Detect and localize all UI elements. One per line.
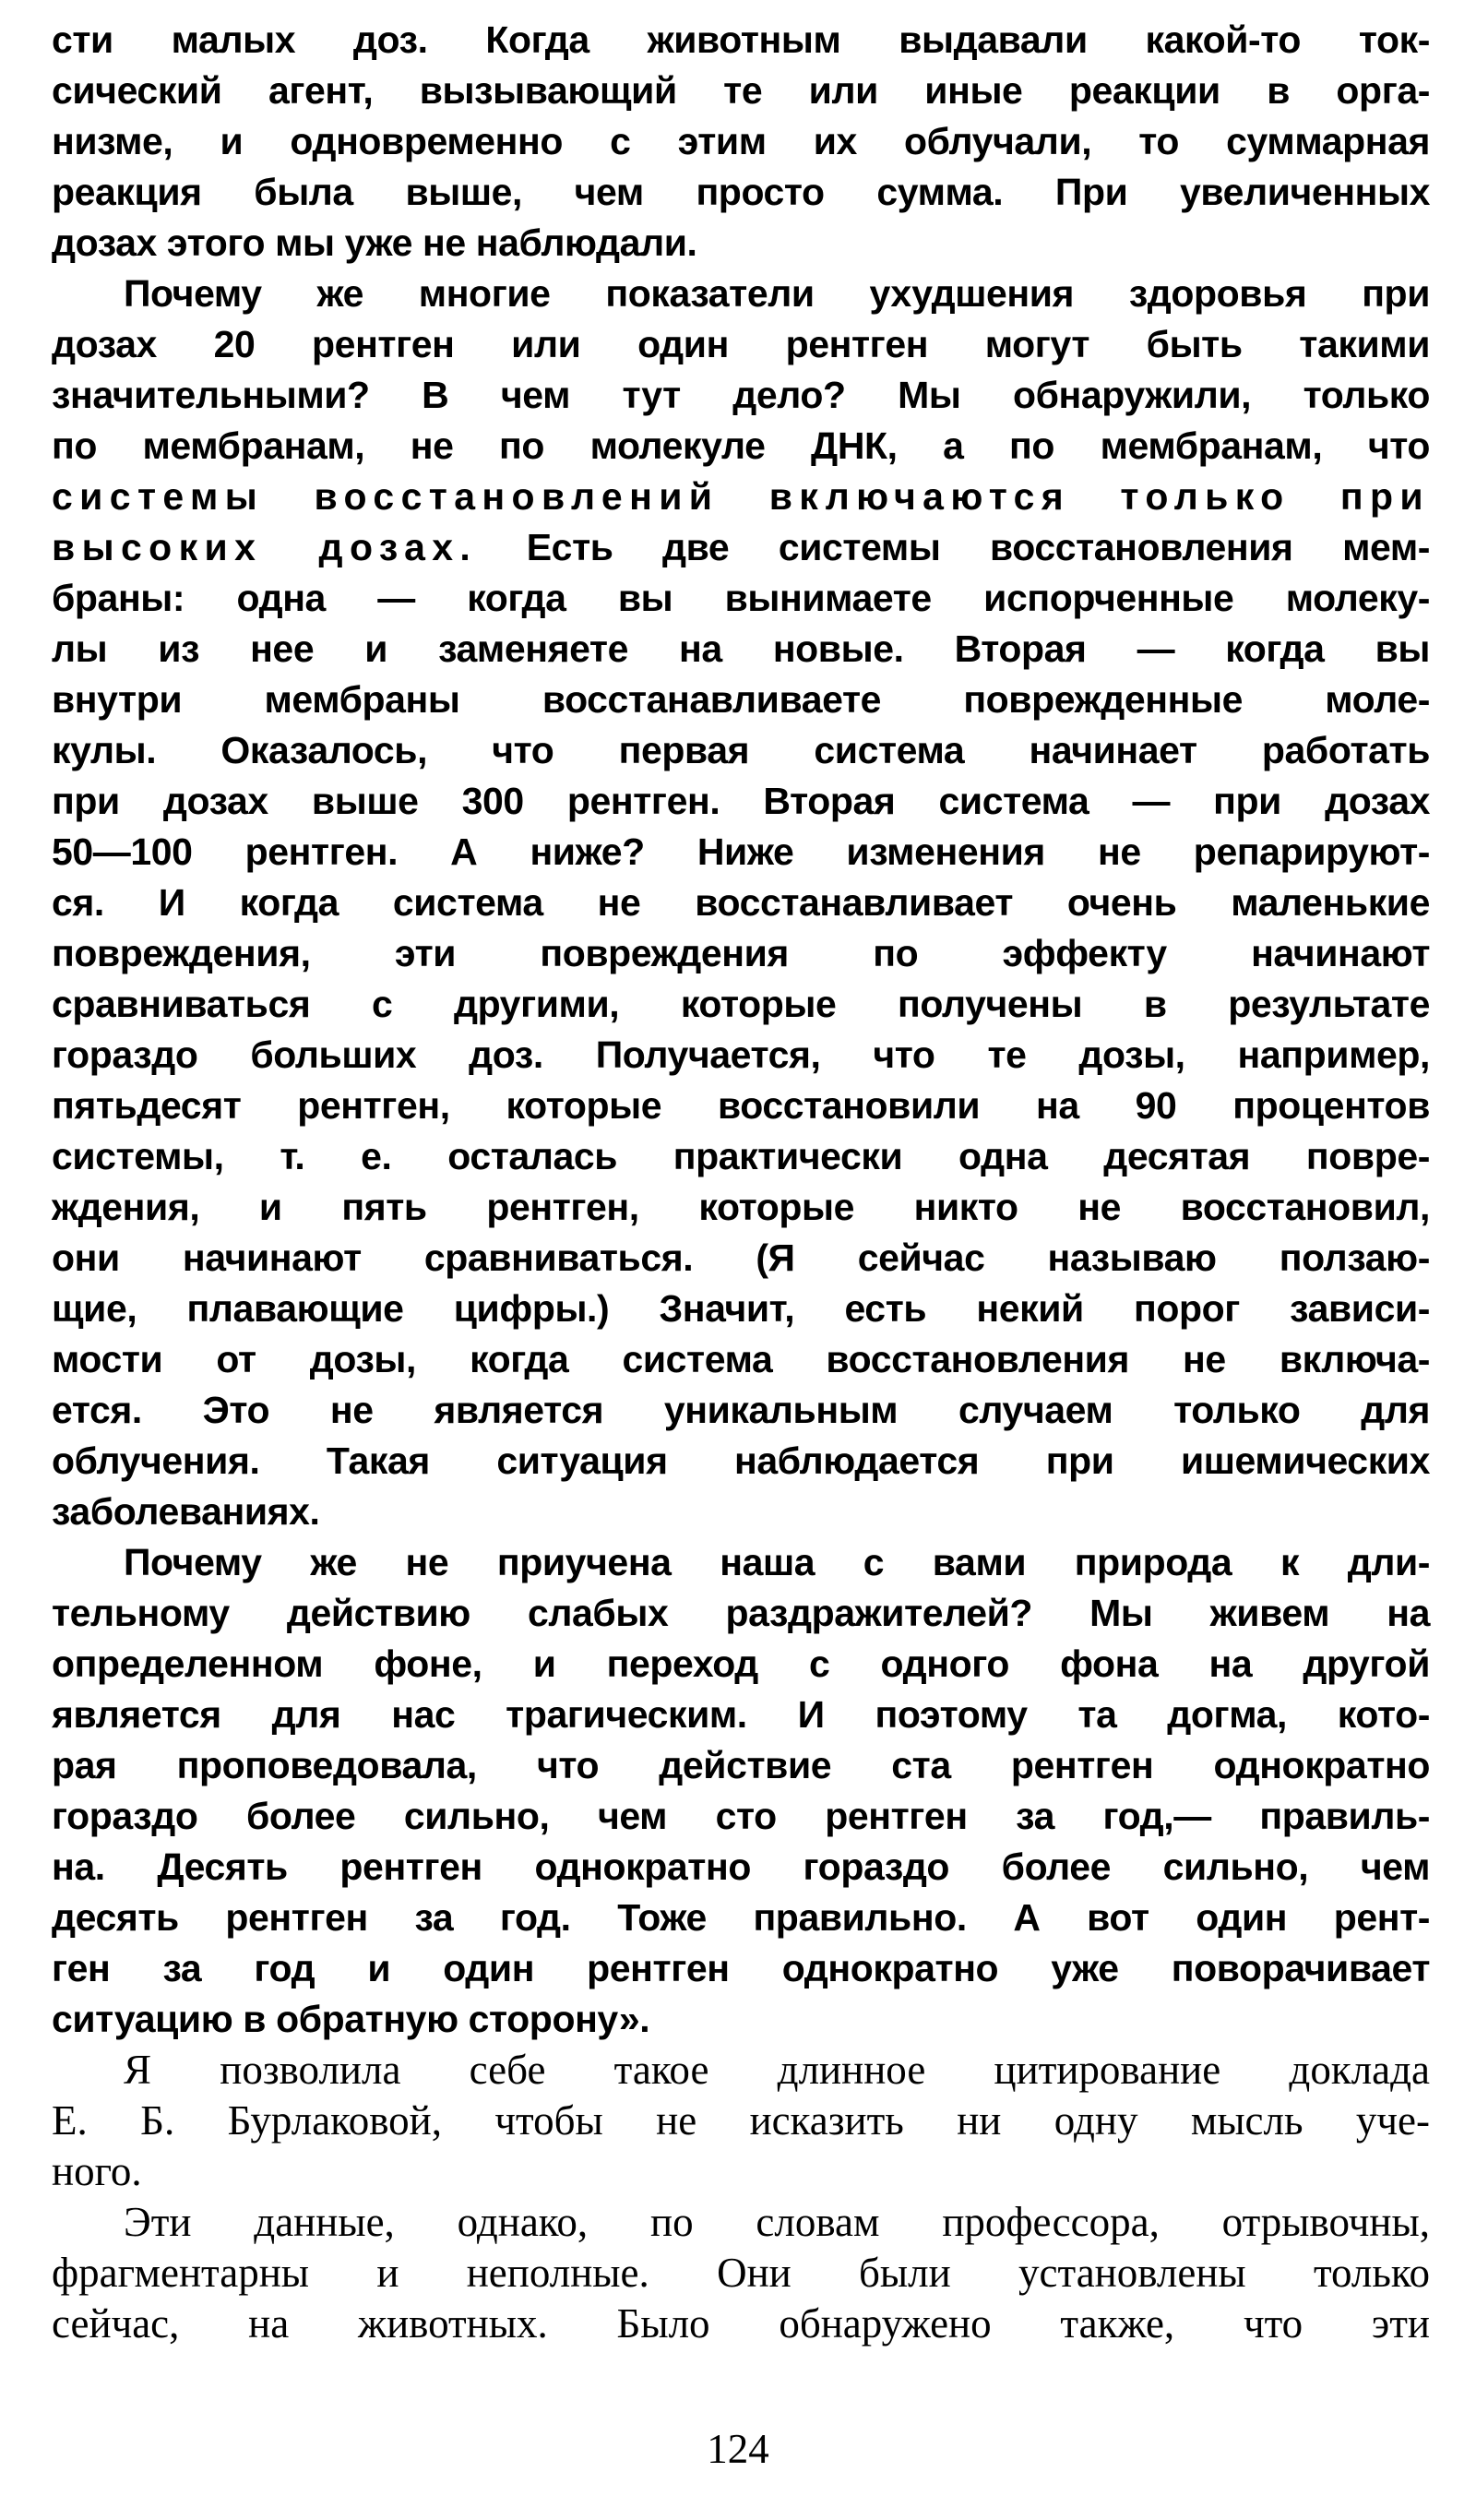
text-run: Е. Б. Бурлаковой, чтобы не исказить ни одну мысль уче- [52,2097,1430,2144]
text-run: ного. [52,2148,142,2194]
text-run: десять рентген за год. Тоже правильно. А вот один рент- [52,1896,1430,1939]
text-line [52,725,1430,776]
text-line [52,116,1430,167]
text-line [52,1385,1430,1436]
text-line [52,1284,1430,1334]
text-run: сический агент, вызывающий те или иные реакции в орга- [52,69,1430,112]
text-run: на. Десять рентген однократно гораздо более сильно, чем [52,1845,1430,1888]
text-line [52,1740,1430,1791]
text-run: мости от дозы, когда система восстановления не включа- [52,1338,1430,1380]
text-line [52,1081,1430,1131]
text-run: гораздо больших доз. Получается, что те дозы, например, [52,1033,1430,1076]
text-run: ется. Это не является уникальным случаем только для [52,1389,1430,1431]
text-line [52,675,1430,725]
text-line [52,370,1430,421]
text-line [52,1030,1430,1081]
text-line [52,319,1430,370]
text-run: лы из нее и заменяете на новые. Вторая — когда вы [52,627,1430,670]
text-line [52,1588,1430,1639]
text-run: 50—100 рентген. А ниже? Ниже изменения не репарируют- [52,830,1430,873]
text-run: фрагментарны и неполные. Они были установлены только [52,2250,1430,2296]
text-line [52,1943,1430,1994]
text-line [52,421,1430,472]
text-run: Есть две системы восстановления мем- [477,526,1431,568]
text-line [52,776,1430,827]
text-line [52,1791,1430,1842]
text-line [52,1537,1430,1588]
text-run: Почему же не приучена наша с вами природа к дли- [124,1541,1430,1583]
body-text [52,15,1430,2349]
text-run: Эти данные, однако, по словам профессора, отрывочны, [124,2199,1430,2245]
text-run: ситуацию в обратную сторону». [52,1998,650,2040]
text-line [52,827,1430,878]
text-line [52,66,1430,116]
text-run: кулы. Оказалось, что первая система начинает работать [52,729,1430,771]
text-run: тельному действию слабых раздражителей? Мы живем на [52,1592,1430,1634]
text-line [52,472,1430,522]
text-run: ждения, и пять рентген, которые никто не восстановил, [52,1186,1430,1228]
text-run: они начинают сравниваться. (Я сейчас называю ползаю- [52,1236,1430,1279]
text-run: является для нас трагическим. И поэтому та догма, кото- [52,1693,1430,1736]
text-run: ся. И когда система не восстанавливает очень маленькие [52,881,1430,924]
text-run: определенном фоне, и переход с одного фона на другой [52,1642,1430,1685]
text-line [52,1487,1430,1537]
text-run: сти малых доз. Когда животным выдавали какой-то ток- [52,18,1430,61]
text-run: ген за год и один рентген однократно уже поворачивает [52,1947,1430,1989]
emphasized-text-run: системы восстановлений включаются только при [52,475,1430,518]
text-line [52,928,1430,979]
text-line [52,1639,1430,1690]
text-run: дозах 20 рентген или один рентген могут быть такими [52,323,1430,365]
text-run: внутри мембраны восстанавливаете поврежденные моле- [52,678,1430,721]
text-run: системы, т. е. осталась практически одна десятая повре- [52,1135,1430,1177]
text-line [52,1131,1430,1182]
text-line [52,1182,1430,1233]
text-line [52,2096,1430,2146]
text-run: значительными? В чем тут дело? Мы обнаружили, только [52,374,1430,416]
page-number: 124 [707,2426,769,2472]
text-run: сравниваться с другими, которые получены в результате [52,983,1430,1025]
text-line [52,167,1430,218]
text-line [52,15,1430,66]
text-run: повреждения, эти повреждения по эффекту начинают [52,932,1430,974]
text-run: заболеваниях. [52,1490,320,1533]
text-run: гораздо более сильно, чем сто рентген за год,— правиль- [52,1795,1430,1837]
text-run: щие, плавающие цифры.) Значит, есть некий порог зависи- [52,1287,1430,1330]
text-line [52,2248,1430,2299]
text-run: рая проповедовала, что действие ста рентген однократно [52,1744,1430,1786]
emphasized-text-run: высоких дозах. [52,526,478,568]
text-run: пятьдесят рентген, которые восстановили на 90 процентов [52,1084,1430,1127]
text-run: облучения. Такая ситуация наблюдается при ишемических [52,1439,1430,1482]
text-run: при дозах выше 300 рентген. Вторая система — при дозах [52,780,1430,822]
text-run: сейчас, на животных. Было обнаружено также, что эти [52,2300,1430,2347]
text-line [52,1233,1430,1284]
text-line [52,1893,1430,1943]
text-line [52,218,1430,269]
text-run: Я позволила себе такое длинное цитирование доклада [124,2047,1430,2093]
text-line [52,979,1430,1030]
text-line [52,269,1430,319]
text-line [52,573,1430,624]
text-line [52,2299,1430,2349]
text-line [52,1842,1430,1893]
text-line [52,878,1430,928]
text-line [52,2197,1430,2248]
text-line [52,1690,1430,1740]
text-line [52,2146,1430,2197]
text-run: Почему же многие показатели ухудшения здоровья при [124,272,1430,315]
text-run: по мембранам, не по молекуле ДНК, а по мембранам, что [52,424,1430,467]
text-line [52,522,1430,573]
text-run: реакция была выше, чем просто сумма. При увеличенных [52,171,1430,213]
text-run: дозах этого мы уже не наблюдали. [52,221,697,264]
text-line [52,624,1430,675]
text-line [52,1436,1430,1487]
text-line [52,1334,1430,1385]
text-run: низме, и одновременно с этим их облучали, то суммарная [52,120,1430,162]
text-run: браны: одна — когда вы вынимаете испорченные молеку- [52,577,1430,619]
text-line [52,2045,1430,2096]
text-line [52,1994,1430,2045]
